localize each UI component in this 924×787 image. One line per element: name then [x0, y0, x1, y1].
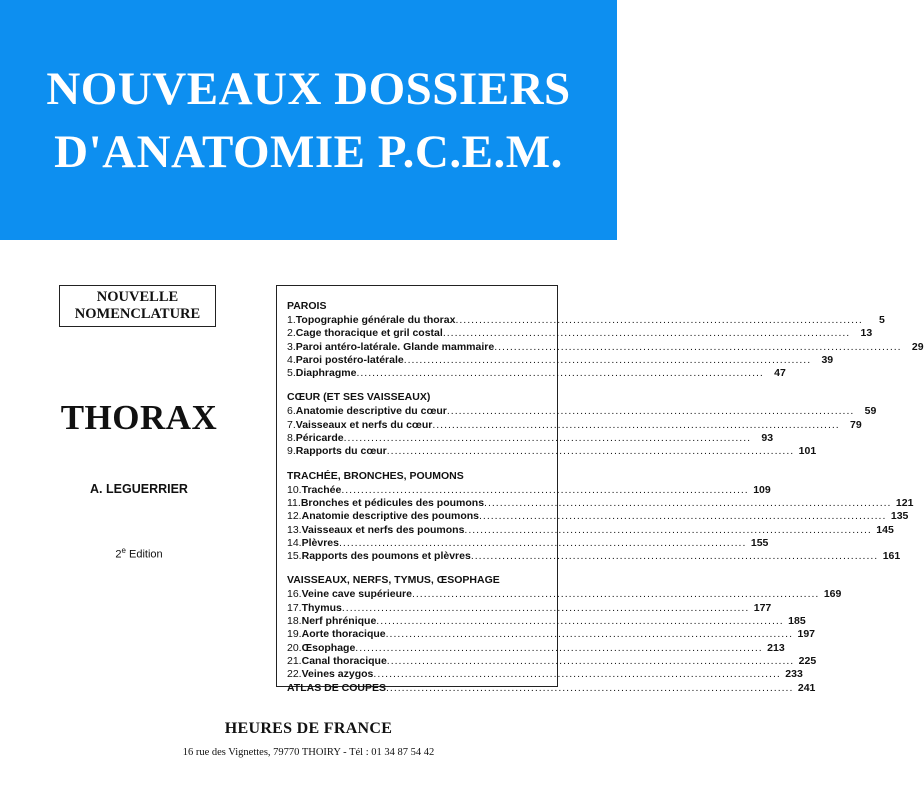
toc-entry-page: 225	[798, 654, 817, 667]
edition-text: Edition	[125, 548, 163, 561]
toc-entry-number: 18.	[287, 615, 302, 628]
toc-entry-title: Thymus	[301, 601, 342, 614]
toc-entry-number: 3.	[287, 340, 296, 353]
toc-section-title: CŒUR (ET SES VAISSEAUX)	[287, 391, 431, 404]
toc-entry-title: Œsophage	[301, 641, 356, 654]
toc-entry-number: 21.	[287, 654, 302, 667]
toc-entry	[287, 327, 873, 340]
toc-entry-number: 10.	[287, 483, 302, 496]
toc-section	[287, 299, 924, 380]
nomenclature-badge	[59, 285, 216, 327]
toc-entry-title: Canal thoracique	[301, 654, 387, 667]
toc-entry-page: 213	[767, 641, 785, 654]
toc-dot-leader	[342, 602, 749, 615]
toc-section-title: TRACHÉE, BRONCHES, POUMONS	[287, 469, 464, 482]
toc-entry	[287, 523, 894, 537]
toc-entry-title: Plèvres	[301, 536, 339, 549]
toc-entry-page: 169	[823, 588, 842, 601]
toc-entry-number: 13.	[287, 523, 302, 536]
toc-entry	[287, 536, 769, 550]
toc-entry-title: Topographie générale du thorax	[295, 314, 456, 326]
toc-entry-title: Diaphragme	[295, 367, 357, 380]
toc-dot-leader	[447, 405, 854, 418]
toc-entry-number: 14.	[287, 536, 302, 549]
toc-dot-leader	[356, 367, 763, 380]
toc-entry	[287, 641, 785, 655]
toc-entry-number: 11.	[287, 496, 301, 509]
toc-entry-title: Aorte thoracique	[301, 628, 386, 641]
toc-dot-leader	[464, 524, 871, 537]
toc-dot-leader	[443, 327, 850, 340]
toc-entry-number: 6.	[287, 405, 296, 418]
edition-label	[45, 546, 233, 561]
toc-entry	[287, 418, 862, 432]
toc-entry	[287, 367, 786, 380]
toc-entry-title: Rapports du cœur	[295, 445, 387, 458]
toc-entry	[287, 314, 885, 327]
toc-section-title: VAISSEAUX, NERFS, TYMUS, ŒSOPHAGE	[287, 574, 500, 587]
toc-dot-leader	[376, 615, 783, 628]
toc-entry	[287, 405, 877, 418]
toc-entry-page: 145	[876, 523, 894, 536]
toc-entry	[287, 681, 816, 695]
toc-entry-page: 161	[882, 550, 901, 563]
publisher-address: 16 rue des Vignettes, 79770 THOIRY - Tél : 01 34 87 54 42	[182, 747, 435, 758]
toc-entry-page: 121	[895, 496, 914, 509]
toc-entry-title: Vaisseaux et nerfs des poumons	[301, 523, 465, 536]
toc-dot-leader	[494, 341, 901, 354]
toc-dot-leader	[355, 642, 762, 655]
toc-entry-page: 5	[879, 314, 885, 326]
toc-entry-page: 47	[774, 367, 786, 380]
toc-entry	[287, 432, 774, 445]
toc-entry-title: Anatomie descriptive du cœur	[295, 405, 447, 418]
toc-entry-number: 22.	[287, 668, 302, 681]
toc-entry-page: 233	[785, 668, 803, 681]
toc-entry-number: 9.	[287, 445, 296, 458]
edition-number: 2	[115, 548, 122, 561]
toc-entry-title: Veine cave supérieure	[301, 588, 412, 601]
toc-entry-page: 197	[797, 628, 816, 641]
series-title-line-2: D'ANATOMIE P.C.E.M.	[54, 126, 563, 178]
toc-entry-title: ATLAS DE COUPES	[287, 681, 386, 694]
toc-entry-page: 155	[750, 536, 769, 549]
toc-entry-title: Nerf phrénique	[301, 615, 377, 628]
toc-dot-leader	[412, 588, 819, 601]
toc-section	[287, 573, 842, 694]
toc-entry-number: 16.	[287, 588, 302, 601]
toc-dot-leader	[432, 419, 839, 432]
toc-section	[287, 469, 914, 564]
toc-dot-leader	[471, 550, 878, 563]
toc-entry-page: 101	[798, 445, 817, 458]
toc-entry-number: 2.	[287, 327, 296, 340]
toc-dot-leader	[344, 432, 751, 445]
toc-entry-page: 39	[821, 353, 834, 366]
toc-entry-page: 79	[850, 418, 862, 431]
badge-line-1: NOUVELLE	[96, 289, 179, 305]
publisher-name: HEURES DE FRANCE	[224, 720, 393, 737]
toc-entry-number: 12.	[287, 510, 302, 523]
table-of-contents	[276, 285, 924, 694]
toc-dot-leader	[339, 537, 746, 550]
toc-entry-title: Rapports des poumons et plèvres	[301, 550, 471, 563]
toc-dot-leader	[386, 628, 793, 641]
toc-dot-leader	[455, 314, 862, 327]
toc-section	[287, 390, 877, 458]
toc-entry-title: Paroi antéro-latérale. Glande mammaire	[295, 340, 495, 353]
toc-entry-title: Péricarde	[295, 432, 344, 445]
toc-entry-page: 109	[753, 483, 771, 496]
author-name: A. LEGUERRIER	[90, 482, 188, 496]
toc-entry	[287, 550, 901, 563]
toc-entry-number: 7.	[287, 418, 296, 431]
toc-entry	[287, 601, 772, 615]
edition-superscript: e	[121, 546, 126, 555]
toc-entry-page: 135	[890, 510, 909, 523]
toc-entry	[287, 510, 909, 523]
toc-entry-number: 19.	[287, 628, 302, 641]
toc-dot-leader	[387, 655, 794, 668]
toc-dot-leader	[404, 354, 811, 367]
toc-entry	[287, 654, 817, 668]
badge-line-2: NOMENCLATURE	[74, 306, 201, 322]
title-banner	[0, 0, 617, 240]
toc-entry-title: Cage thoracique et gril costal	[295, 327, 443, 340]
volume-title: THORAX	[60, 398, 218, 437]
toc-entry-number: 17.	[287, 601, 302, 614]
toc-entry	[287, 445, 817, 458]
toc-entry-page: 177	[753, 601, 772, 614]
toc-entry-title: Veines azygos	[301, 668, 374, 681]
toc-dot-leader	[387, 445, 794, 458]
toc-dot-leader	[341, 484, 748, 497]
toc-entry	[287, 483, 771, 497]
toc-entry-number: 20.	[287, 641, 302, 654]
toc-entry-page: 241	[797, 681, 816, 694]
toc-entry	[287, 588, 842, 601]
toc-entry	[287, 496, 914, 510]
toc-entry-page: 93	[761, 432, 774, 445]
series-title-line-1: NOUVEAUX DOSSIERS	[46, 63, 571, 115]
toc-section-title: PAROIS	[287, 300, 327, 312]
toc-entry	[287, 628, 816, 641]
toc-dot-leader	[479, 510, 886, 523]
toc-entry-number: 5.	[287, 367, 296, 380]
toc-entry	[287, 353, 834, 367]
toc-entry-title: Bronches et pédicules des poumons	[300, 496, 485, 509]
toc-dot-leader	[484, 497, 891, 510]
toc-entry-number: 1.	[287, 314, 296, 326]
toc-entry-page: 185	[788, 615, 806, 628]
toc-dot-leader	[373, 668, 780, 681]
toc-entry	[287, 615, 806, 628]
toc-entry-title: Anatomie descriptive des poumons	[301, 510, 479, 523]
toc-entry-number: 4.	[287, 353, 296, 366]
toc-entry-title: Trachée	[301, 483, 342, 496]
toc-entry-page: 59	[864, 405, 877, 418]
toc-entry-title: Vaisseaux et nerfs du cœur	[295, 418, 433, 431]
toc-entry-title: Paroi postéro-latérale	[295, 353, 404, 366]
toc-entry	[287, 340, 924, 354]
toc-entry-number: 15.	[287, 550, 302, 563]
toc-entry-page: 13	[860, 327, 873, 340]
toc-entry-number: 8.	[287, 432, 296, 445]
toc-dot-leader	[386, 682, 793, 695]
toc-entry-page: 29	[911, 340, 924, 353]
toc-entry	[287, 668, 803, 681]
